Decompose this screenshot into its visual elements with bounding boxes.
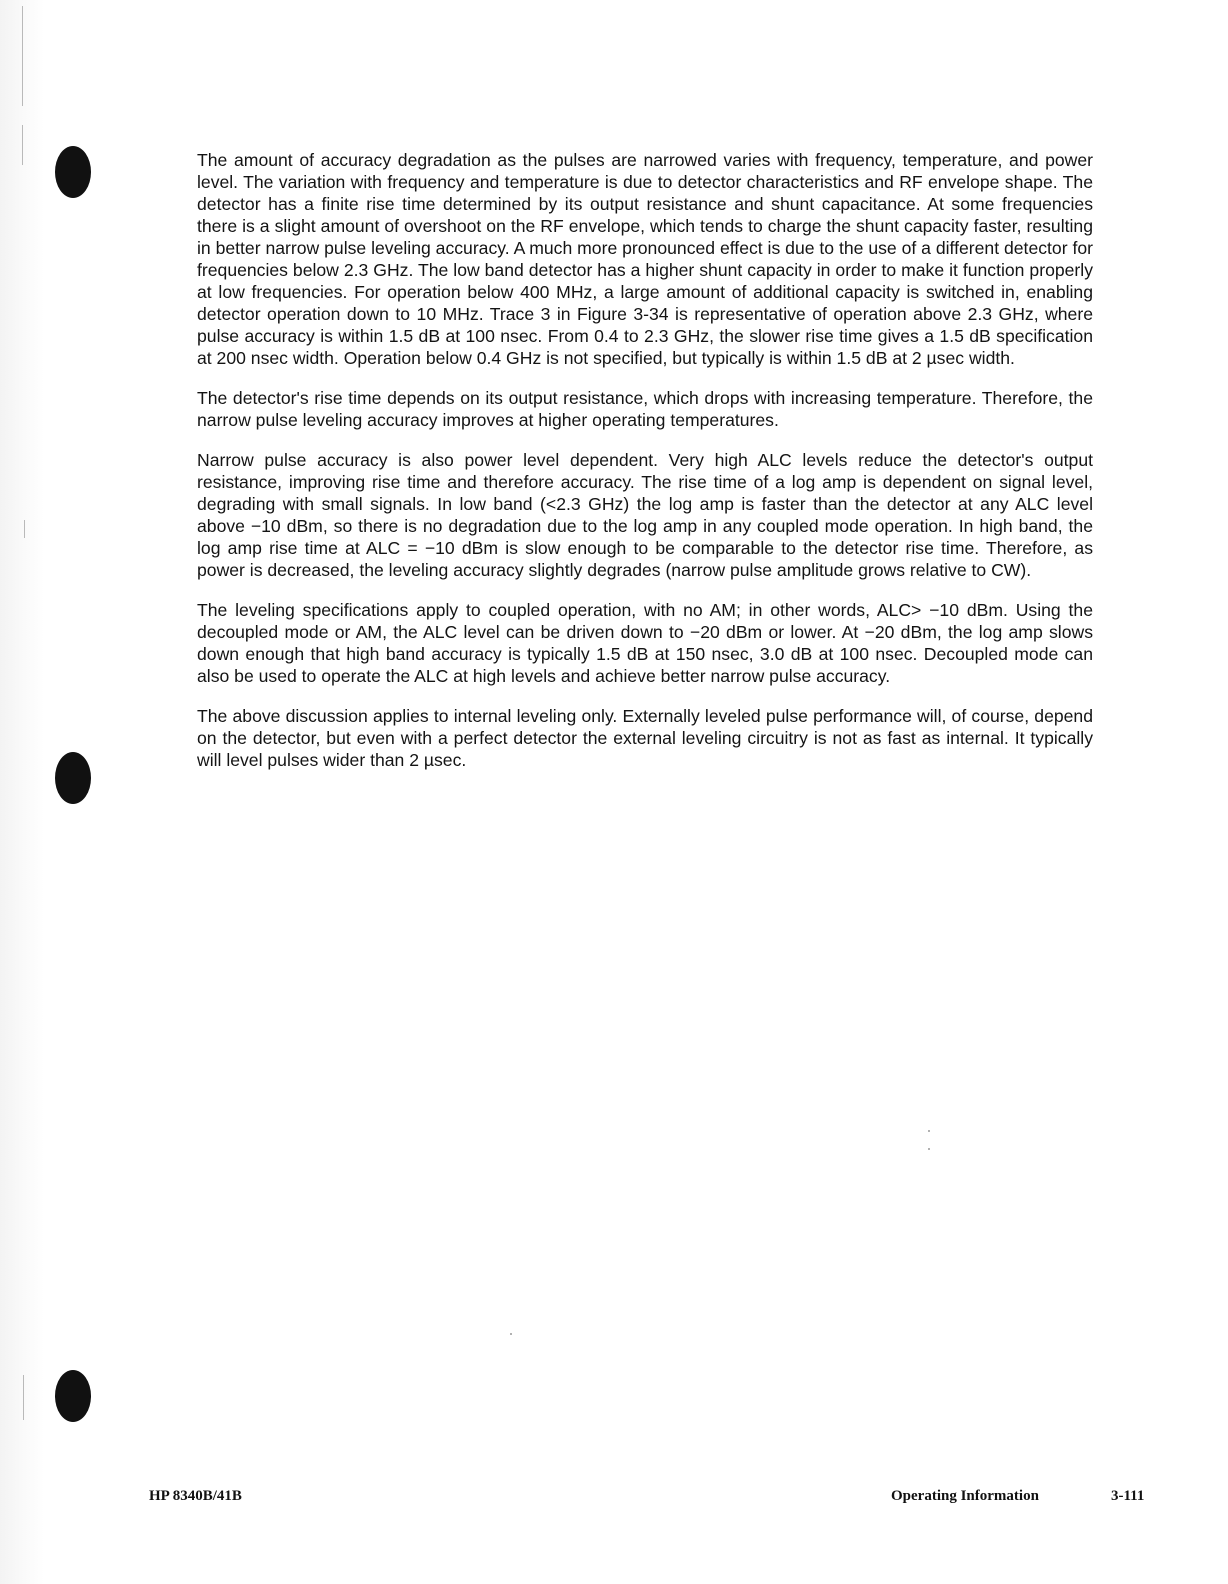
binder-punch-hole bbox=[55, 146, 91, 198]
binder-punch-hole bbox=[55, 752, 91, 804]
scan-speck bbox=[24, 520, 25, 538]
scan-speck bbox=[23, 1375, 24, 1420]
paragraph-leveling-specifications: The leveling specifications apply to coupled operation, with no AM; in other words, ALC> −10 dBm. Using the decoupled mode or AM, the ALC level can be driven down to −20 dBm or lower. At −20 dBm, the log amp slows down enough that high band accuracy is typically 1.5 dB at 150 nsec, 3.0 dB at 100 nsec. Decoupled mode can also be used to operate the ALC at high levels and achieve better narrow pulse accuracy. bbox=[197, 600, 1093, 686]
footer-section-title: Operating Information bbox=[891, 1488, 1039, 1504]
scan-edge-shadow bbox=[0, 0, 44, 1584]
scan-speck bbox=[22, 6, 23, 106]
paragraph-power-level-dependence: Narrow pulse accuracy is also power level dependent. Very high ALC levels reduce the detector's output resistance, improving rise time and therefore accuracy. The rise time of a log amp is dependent on signal level, degrading with small signals. In low band (<2.3 GHz) the log amp is faster than the detector at any ALC level above −10 dBm, so there is no degradation due to the log amp in any coupled mode operation. In high band, the log amp rise time at ALC = −10 dBm is slow enough to be comparable to the detector rise time. Therefore, as power is decreased, the leveling accuracy slightly degrades (narrow pulse amplitude grows relative to CW). bbox=[197, 450, 1093, 580]
scan-dust bbox=[928, 1130, 930, 1132]
scan-dust bbox=[510, 1333, 512, 1335]
body-text bbox=[197, 149, 1093, 789]
paragraph-internal-leveling: The above discussion applies to internal leveling only. Externally leveled pulse performance will, of course, depend on the detector, but even with a perfect detector the external leveling circuitry is not as fast as internal. It typically will level pulses wider than 2 µsec. bbox=[197, 706, 1093, 770]
paragraph-accuracy-degradation: The amount of accuracy degradation as the pulses are narrowed varies with frequency, temperature, and power level. The variation with frequency and temperature is due to detector characteristics and RF envelope shape. The detector has a finite rise time determined by its output resistance and shunt capacitance. At some frequencies there is a slight amount of overshoot on the RF envelope, which tends to charge the shunt capacity faster, resulting in better narrow pulse leveling accuracy. A much more pronounced effect is due to the use of a different detector for frequencies below 2.3 GHz. The low band detector has a higher shunt capacity in order to make it function properly at low frequencies. For operation below 400 MHz, a large amount of additional capacity is switched in, enabling detector operation down to 10 MHz. Trace 3 in Figure 3-34 is representative of operation above 2.3 GHz, where pulse accuracy is within 1.5 dB at 100 nsec. From 0.4 to 2.3 GHz, the slower rise time gives a 1.5 dB specification at 200 nsec width. Operation below 0.4 GHz is not specified, but typically is within 1.5 dB at 2 µsec width. bbox=[197, 150, 1093, 368]
paragraph-detector-rise-time: The detector's rise time depends on its output resistance, which drops with increasing temperature. Therefore, the narrow pulse leveling accuracy improves at higher operating temperatures. bbox=[197, 388, 1093, 430]
footer-model: HP 8340B/41B bbox=[149, 1488, 242, 1504]
scan-dust bbox=[928, 1148, 930, 1150]
binder-punch-hole bbox=[55, 1370, 91, 1422]
page-number: 3-111 bbox=[1111, 1488, 1145, 1504]
scan-speck bbox=[22, 125, 23, 165]
